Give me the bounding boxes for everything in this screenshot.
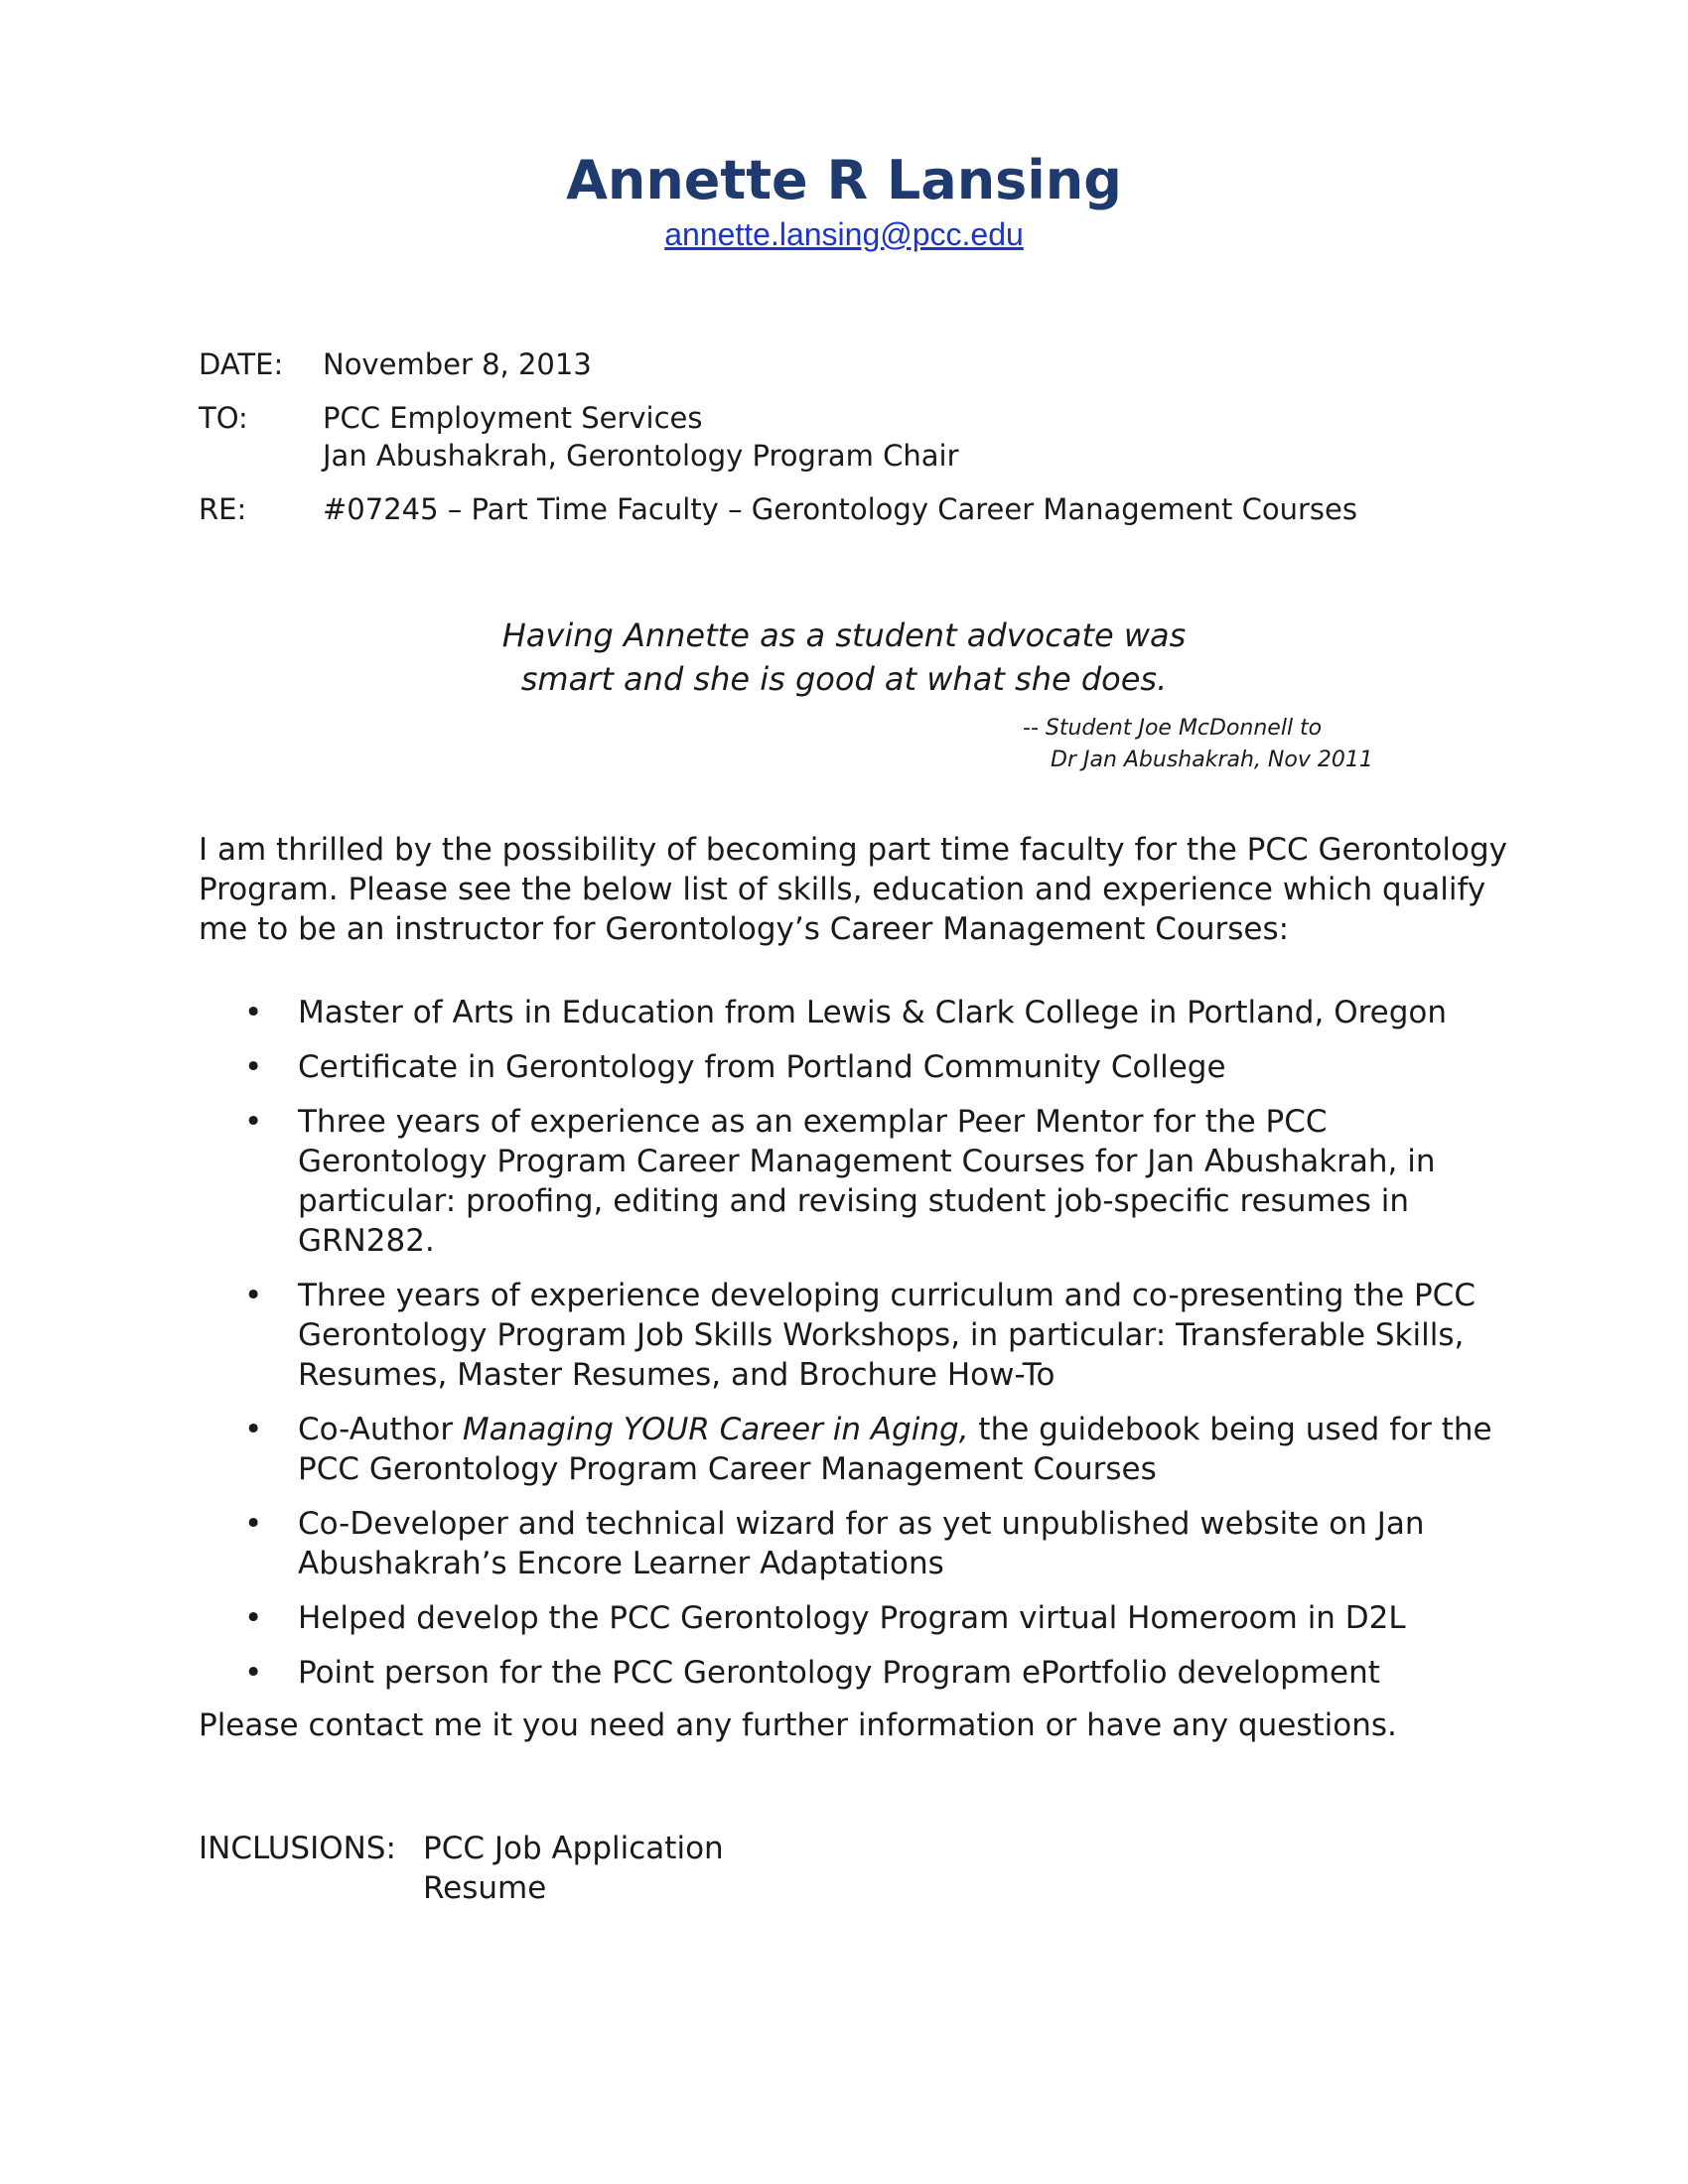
intro-paragraph: I am thrilled by the possibility of becoming part time faculty for the PCC Gerontology Program. Please see the below list of skills, education and experience which qualify me to be an instructor for Gerontology’s Career Management Courses: <box>199 832 1507 947</box>
bullet-icon: • <box>244 1104 263 1140</box>
testimonial-quote <box>0 614 1688 701</box>
inclusions-block <box>199 1829 724 1908</box>
list-item-text: Three years of experience developing curriculum and co-presenting the PCC Gerontology Program Job Skills Workshops, in particular: Transferable Skills, Resumes, Master Resumes, and Brochure How-To <box>298 1278 1476 1393</box>
list-item <box>199 1102 1509 1261</box>
date-value <box>323 345 592 383</box>
list-item-text: Certificate in Gerontology from Portland Community College <box>298 1049 1226 1085</box>
quote-attribution <box>1023 713 1373 776</box>
inclusion-item: Resume <box>423 1870 547 1906</box>
to-recipient-2: Jan Abushakrah, Gerontology Program Chair <box>323 439 959 473</box>
memo-to-row <box>199 399 1489 475</box>
quote-line-1: Having Annette as a student advocate was <box>501 616 1187 654</box>
list-item-text: Master of Arts in Education from Lewis & Clark College in Portland, Oregon <box>298 995 1448 1030</box>
inclusions-label: INCLUSIONS: <box>199 1831 396 1866</box>
list-item <box>199 1410 1509 1489</box>
inclusion-item: PCC Job Application <box>423 1831 724 1866</box>
attribution-line-2: Dr Jan Abushakrah, Nov 2011 <box>1051 748 1373 772</box>
list-item-text: Three years of experience as an exemplar Peer Mentor for the PCC Gerontology Program Career Management Courses for Jan Abushakrah, in particular: proofing, editing and revising student job-specific resumes in GRN282. <box>298 1104 1436 1259</box>
re-label: RE: <box>199 492 247 526</box>
list-item-text: Co-Developer and technical wizard for as yet unpublished website on Jan Abushakrah’s Encore Learner Adaptations <box>298 1506 1425 1581</box>
to-recipient-1: PCC Employment Services <box>323 401 703 435</box>
inclusions-items <box>423 1829 724 1908</box>
list-item-prefix: Co-Author <box>298 1412 463 1447</box>
date-text: November 8, 2013 <box>323 347 592 381</box>
qualifications-list <box>199 993 1509 1707</box>
list-item <box>199 1504 1509 1583</box>
attribution-line-1: -- Student Joe McDonnell to <box>1023 716 1323 741</box>
to-value <box>323 399 959 475</box>
list-item <box>199 993 1509 1032</box>
bullet-icon: • <box>244 995 263 1030</box>
memo-block <box>199 345 1489 544</box>
bullet-icon: • <box>244 1412 263 1447</box>
list-item-text: Helped develop the PCC Gerontology Program virtual Homeroom in D2L <box>298 1600 1406 1636</box>
bullet-icon: • <box>244 1600 263 1636</box>
quote-line-2: smart and she is good at what she does. <box>520 660 1168 698</box>
to-label: TO: <box>199 401 248 435</box>
list-item-suffix: the guidebook being used for the PCC Gerontology Program Career Management Courses <box>298 1412 1492 1487</box>
list-item-text: Point person for the PCC Gerontology Program ePortfolio development <box>298 1655 1380 1691</box>
list-item <box>199 1047 1509 1087</box>
memo-re-row <box>199 490 1489 528</box>
sender-email-link[interactable]: annette.lansing@pcc.edu <box>664 216 1024 252</box>
date-label: DATE: <box>199 347 284 381</box>
bullet-icon: • <box>244 1049 263 1085</box>
book-title: Managing YOUR Career in Aging, <box>462 1412 969 1447</box>
closing-paragraph: Please contact me it you need any further information or have any questions. <box>199 1707 1397 1743</box>
letterhead <box>0 149 1688 254</box>
list-item-text <box>298 1412 1492 1487</box>
list-item <box>199 1276 1509 1395</box>
sender-name: Annette R Lansing <box>566 149 1122 211</box>
memo-date-row <box>199 345 1489 383</box>
bullet-icon: • <box>244 1278 263 1313</box>
re-subject: #07245 – Part Time Faculty – Gerontology Career Management Courses <box>323 492 1357 526</box>
list-item <box>199 1598 1509 1638</box>
bullet-icon: • <box>244 1655 263 1691</box>
bullet-icon: • <box>244 1506 263 1542</box>
list-item <box>199 1653 1509 1693</box>
re-value <box>323 490 1357 528</box>
